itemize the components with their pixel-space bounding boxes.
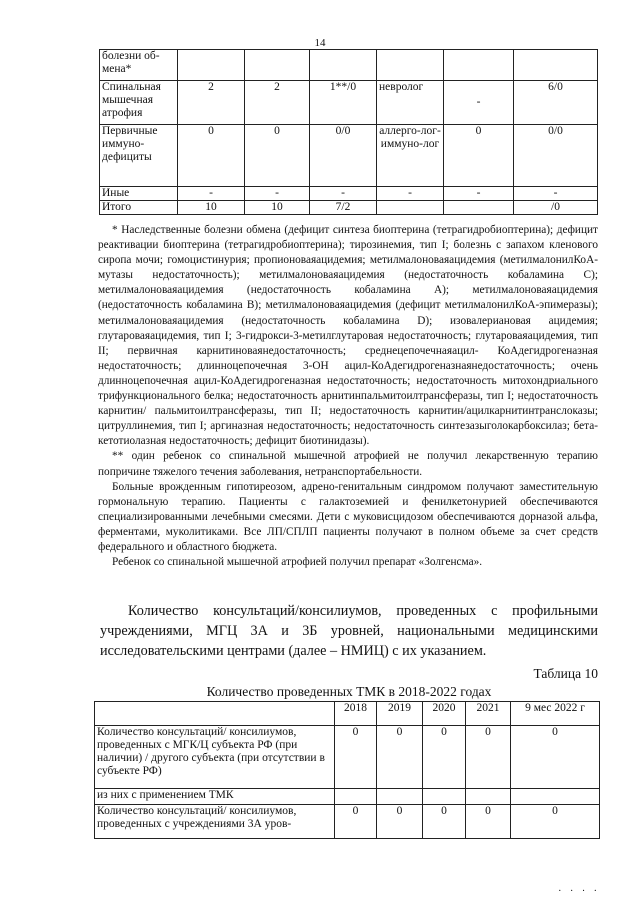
table-header-cell <box>95 702 335 726</box>
table-cell: 0/0 <box>514 125 598 187</box>
table-cell: Количество консультаций/ консилиумов, проведенных с МГК/Ц субъекта РФ (при наличии) / другого субъекта (при отсутствии в субъекте РФ) <box>95 726 335 789</box>
table-cell: 10 <box>245 201 310 215</box>
table-cell <box>377 789 423 805</box>
table-cell: - <box>310 187 377 201</box>
table-cell: 0 <box>335 805 377 839</box>
table-cell: 0 <box>245 125 310 187</box>
table-cell <box>377 50 444 81</box>
table-cell: 2 <box>245 81 310 125</box>
page-number: 14 <box>314 37 326 49</box>
table-header-cell: 2019 <box>377 702 423 726</box>
table-cell: 10 <box>178 201 245 215</box>
table-cell: - <box>514 187 598 201</box>
table-cell <box>245 50 310 81</box>
table-cell: из них с применением ТМК <box>95 789 335 805</box>
table-title: Количество проведенных ТМК в 2018-2022 годах <box>206 684 492 699</box>
table-cell: 0 <box>511 726 600 789</box>
table-cell <box>377 201 444 215</box>
section-heading: Количество консультаций/консилиумов, проведенных с профильными учреждениями, МГЦ 3А и 3Б уровней, национальными медицинскими исследовательскими центрами (далее – НМИЦ) с их указанием. <box>100 603 598 659</box>
table-header-cell: 2020 <box>423 702 466 726</box>
table-cell <box>335 789 377 805</box>
table-header-cell: 2018 <box>335 702 377 726</box>
table-cell: Количество консультаций/ консилиумов, проведенных с учреждениями 3А уров- <box>95 805 335 839</box>
table-row <box>95 805 600 839</box>
table-cell: - <box>377 187 444 201</box>
table-cell: Спинальная мышечная атрофия <box>100 81 178 125</box>
table-cell <box>178 50 245 81</box>
table-cell: 6/0 <box>514 81 598 125</box>
footnote-hereditary-diseases: * Наследственные болезни обмена (дефицит синтеза биоптерина (тетрагидробиоптерина); дефицит реактивации биоптерина (тетрагидробиоптерина); тирозинемия, тип I; болезнь с запахом кленового сиропа мочи; гомоцистинурия; пропионоваяацидемия; метилмалоноваяацидемия (метилмалонилКоА-мутазы недостаточность); метилмалоноваяацидемия (недостаточность кобаламина С); метилмалоноваяацидемия (недостаточность кобаламина А); метилмалоноваяацидемия (недостаточность кобаламина В); метилмалоноваяацидемия (дефицит метилмалонилКоА-эпимеразы); метилмалоноваяацидемия (недостаточность кобаламина D); изовалериановая ацидемия; глутароваяацидемия, тип I; 3-гидрокси-3-метилглутаровая недостаточность; глутароваяацидемия, тип II; первичная карнитиноваянедостаточность; среднецепочечнаяацил- КоАдегидрогеназная недостаточность; длинноцепочечная 3-ОН ацил-КоАдегидрогеназнаянедостаточность; очень длинноцепочечная ацил-КоАдегидрогеназная недостаточность; недостаточность митохондриального трифункционального белка; недостаточность арнитинпальмитоилтрансферазы, тип I; недостаточность карнитин/ пальмитоилтрансферазы, тип II; недостаточность карнитин/ацилкарнитинтранслоказы; цитруллинемия, тип I; аргиназная недостаточность; недостаточность синтезазыголокарбоксилаз; бета-кетотиолазная недостаточность; дефицит биотинидазы). <box>98 224 598 448</box>
table-cell: 0 <box>377 805 423 839</box>
table-cell <box>511 789 600 805</box>
table-cell <box>444 201 514 215</box>
table-cell: 0 <box>423 805 466 839</box>
table-row <box>100 125 598 187</box>
table-header-cell: 9 мес 2022 г <box>511 702 600 726</box>
table-cell: 0 <box>511 805 600 839</box>
table-cell: 0 <box>335 726 377 789</box>
scan-artifact-mark: · · · · <box>558 886 600 897</box>
table-row <box>100 187 598 201</box>
table-row <box>100 50 598 81</box>
table-cell: Иные <box>100 187 178 201</box>
table-row <box>100 81 598 125</box>
table-cell: - <box>444 187 514 201</box>
table-header-cell: 2021 <box>466 702 511 726</box>
table-cell: Итого <box>100 201 178 215</box>
paragraph-zolgensma: Ребенок со спинальной мышечной атрофией получил препарат «Золгенсма». <box>112 556 483 569</box>
table-header-row <box>95 702 600 726</box>
table-cell <box>466 789 511 805</box>
table-cell: 0 <box>444 125 514 187</box>
table-cell: 0/0 <box>310 125 377 187</box>
table-cell: - <box>178 187 245 201</box>
table-caption: Таблица 10 <box>533 666 598 681</box>
table-cell: 0 <box>423 726 466 789</box>
table-cell: 7/2 <box>310 201 377 215</box>
table-cell: 0 <box>466 805 511 839</box>
table-row <box>100 201 598 215</box>
table-cell: Первичные иммуно-дефициты <box>100 125 178 187</box>
footnote-sma-patient: ** один ребенок со спинальной мышечной атрофией не получил лекарственную терапию попричине тяжелого течения заболевания, нетранспортабельности. <box>98 450 598 478</box>
table-cell <box>514 50 598 81</box>
table-cell: 0 <box>466 726 511 789</box>
table-cell: 1**/0 <box>310 81 377 125</box>
table-cell: невролог <box>377 81 444 125</box>
table-cell: 2 <box>178 81 245 125</box>
tmk-consultations-table <box>94 701 600 839</box>
table-cell: /0 <box>514 201 598 215</box>
table-row <box>95 726 600 789</box>
table-cell <box>444 50 514 81</box>
table-cell: 0 <box>377 726 423 789</box>
disease-treatment-table <box>99 49 598 215</box>
table-cell: - <box>444 81 514 125</box>
table-cell: болезни об-мена* <box>100 50 178 81</box>
table-cell: аллерго-лог-иммуно-лог <box>377 125 444 187</box>
paragraph-therapy: Больные врожденным гипотиреозом, адрено-генитальным синдромом получают заместительную гормональную терапию. Пациенты с галактоземией и фенилкетонурией обеспечиваются специализированными лечебными смесями. Дети с муковисцидозом обеспечиваются дорназой альфа, ферментами, муколитиками. Все ЛП/СПЛП пациенты получают в полном объеме за счет средств федерального и областного бюджета. <box>98 480 598 553</box>
table-cell: 0 <box>178 125 245 187</box>
footnotes <box>98 223 598 570</box>
table-cell: - <box>245 187 310 201</box>
table-row <box>95 789 600 805</box>
table-cell <box>310 50 377 81</box>
table-cell <box>423 789 466 805</box>
